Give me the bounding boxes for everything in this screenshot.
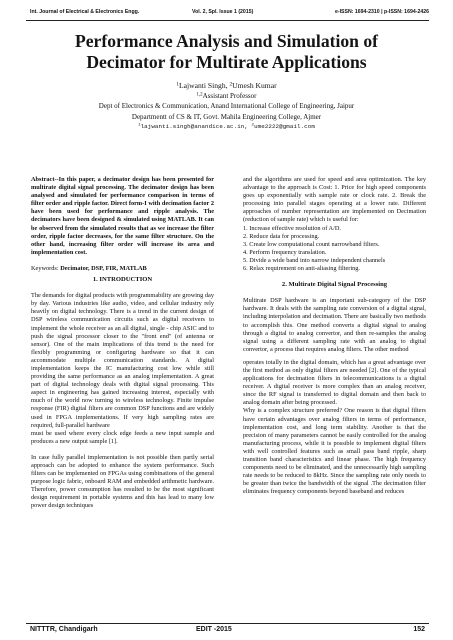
- author-line: [0, 81, 453, 91]
- department-2: Departmentt of CS & IT, Govt. Mahila Engineering College, Ajmer: [131, 112, 322, 121]
- intro-paragraph-3: In case fully parallel implementation is not possible then partly serial approach can be adopted to enhance the system performance. Such filters can be implemented on FPGAs using combinations of the general purpose logic fabric, onboard RAM and embedded arithmetic hardware. Therefore, power consumption has resulted to be the most significant design requirement in portable systems and this has lead to many low power design techniques: [31, 453, 214, 510]
- abstract-label: Abstract--: [31, 176, 59, 183]
- intro-paragraph-2: must be used where every clock edge feeds a new input sample and produces a new output sample [1].: [31, 429, 214, 445]
- abstract-text: In this paper, a decimator design has been presented for multirate digital signal processing. The decimator design has been analysed and simulated for performance comparison in terms of filter order and ripple factor. Direct form-I with decimation factor 2 have been used for performance and ripple analysis. The decimators have been designed & simulated using MATLAB. It can be observed from the simulated results that as we increase the filter order, ripple factor decreases, for the same filter structure. On the other hand, increasing filter order will increase its area and implementation cost.: [31, 176, 214, 256]
- email-1: lajwanti.singh@anandice.ac.in,: [140, 123, 252, 131]
- footer-institute: NITTTR, Chandigarh: [30, 626, 98, 633]
- email-1-marker: 1: [138, 123, 141, 128]
- journal-issn: e-ISSN: 1694-2310 | p-ISSN: 1694-2426: [334, 9, 429, 15]
- list-item: 6. Relax requirement on anti-aliasing filtering.: [243, 265, 360, 273]
- section-1-heading: 1. INTRODUCTION: [92, 276, 153, 284]
- intro-continued: and the algorithms are used for speed and area optimization. The key advantage to the approach is Cost: 1. Price for high speed components goes up exponentially with sample rate or clock rate. 2. Break the processing into parallel stages operating at a lower rate. Different approaches of number representation are implemented on Decimation (reduction of sample rate) which is useful for:: [243, 176, 426, 224]
- section-2-paragraph-3: Why is a complex structure preferred? One reason is that digital filters have certain advantages over analog filters in terms of performance, implementation cost, and long term stability. Another is that the precision of many parameters cannot be easily controlled for the analog manufacturing process, while it is possible to implement digital filters with well controlled features such as small pass band ripple, sharp transition band characteristics and linear phase. The high frequency components need to be eliminated, and the unnecessarily high sampling rate needs to be reduced to 8kHz. Since the sampling rate only needs to be greater than twice the bandwidth of the signal .The decimation filter eliminates frequency components beyond baseband and reduces: [243, 407, 426, 496]
- title-line-1: Performance Analysis and Simulation of: [74, 31, 378, 51]
- department-1: Dept of Electronics & Communication, Anand International College of Engineering, Jaipur: [98, 102, 355, 111]
- list-item: 2. Reduce data for processing.: [243, 232, 320, 240]
- section-2-heading: 2. Multirate Digital Signal Processing: [281, 281, 388, 289]
- keywords-label: Keywords:: [31, 264, 61, 272]
- email-2-marker: 2: [251, 123, 255, 128]
- author-1-marker: 1: [176, 81, 180, 88]
- intro-paragraph-1: The demands for digital products with programmability are growing day by day. Various industries like audio, video, and cellular industry rely heavily on digital technology. There is a trend in the current design of DSP wireless communication circuits such as digital receivers to implement the whole receiver as an all digital, single - chip ASIC and to push the signal processor closer to the "front end" (of antenna or sensor). One of the main implications of this trend is the need for flexibly programming or configuring hardware so that it can accommodate multiple communication standards. A digital implementation keeps the IC manufacturing cost low while still providing the same performance as an analog implementation. A great part of digital technology deals with digital signal processing. This aspect in engineering has gained increasing interest, especially with much of the world now turning to wireless technology. Finite impulse response (FIR) digital filters are common DSP functions and are widely used in FPGA implementations. If very high sampling rates are required, full-parallel hardware: [31, 292, 214, 429]
- footer-edit: EDIT -2015: [196, 626, 232, 633]
- title-line-2: Decimator for Multirate Applications: [86, 52, 367, 72]
- list-item: 1. Increase effective resolution of A/D.: [243, 224, 341, 232]
- decimation-uses-list: [243, 225, 426, 274]
- journal-volume: Vol. 2, Spl. Issue 1 (2015): [192, 9, 254, 15]
- page-number: 152: [413, 626, 425, 633]
- abstract: [31, 176, 214, 257]
- section-2-paragraph-1: Multirate DSP hardware is an important sub-category of the DSP hardware. It deals with the sampling rate conversion of a digital signal, including interpolation and decimation. There are basically two methods to accomplish this. One method converts a digital signal to analog through a digital to analog convertor, and then re-samples the analog signal using a different sampling rate with an analog to digital convertor, a process that requires analog filters. The other method: [243, 297, 426, 353]
- page-footer: [30, 626, 425, 638]
- paper-title: [0, 31, 453, 73]
- list-item: 5. Divide a wide band into narrow independent channels: [243, 256, 386, 264]
- journal-name: Int. Journal of Electrical & Electronics Engg.: [30, 9, 140, 15]
- keywords-text: Decimator, DSP, FIR, MATLAB: [60, 264, 147, 272]
- keywords: [31, 265, 214, 273]
- section-2-paragraph-2: operates totally in the digital domain, which has a great advantage over the first method as only digital filters are needed [2]. One of the typical applications for decimation filters in telecommunications is a digital receiver. A digital receiver is more complex than an analog receiver, since the RF signal is transferred to digital domain and then back to analog domain after being processed.: [243, 358, 426, 407]
- list-item: 3. Create low computational count narrowband filters.: [243, 240, 380, 248]
- author-emails: [0, 122, 453, 132]
- footer-rule: [26, 623, 429, 624]
- author-role: [0, 91, 453, 101]
- list-item: 4. Perform frequency translation.: [243, 248, 327, 256]
- author-1-name: Lajwanti Singh,: [179, 81, 230, 90]
- email-2: ume2222@gmail.com: [254, 123, 315, 131]
- header-rule: [26, 20, 429, 21]
- author-2-name: Umesh Kumar: [232, 81, 277, 90]
- role-marker: 1,2: [196, 92, 203, 98]
- left-column: [31, 176, 214, 511]
- right-column: [243, 176, 426, 496]
- author-2-marker: 2: [229, 81, 233, 88]
- affiliation-block: [0, 91, 453, 133]
- role-text: Assistant Professor: [202, 92, 257, 100]
